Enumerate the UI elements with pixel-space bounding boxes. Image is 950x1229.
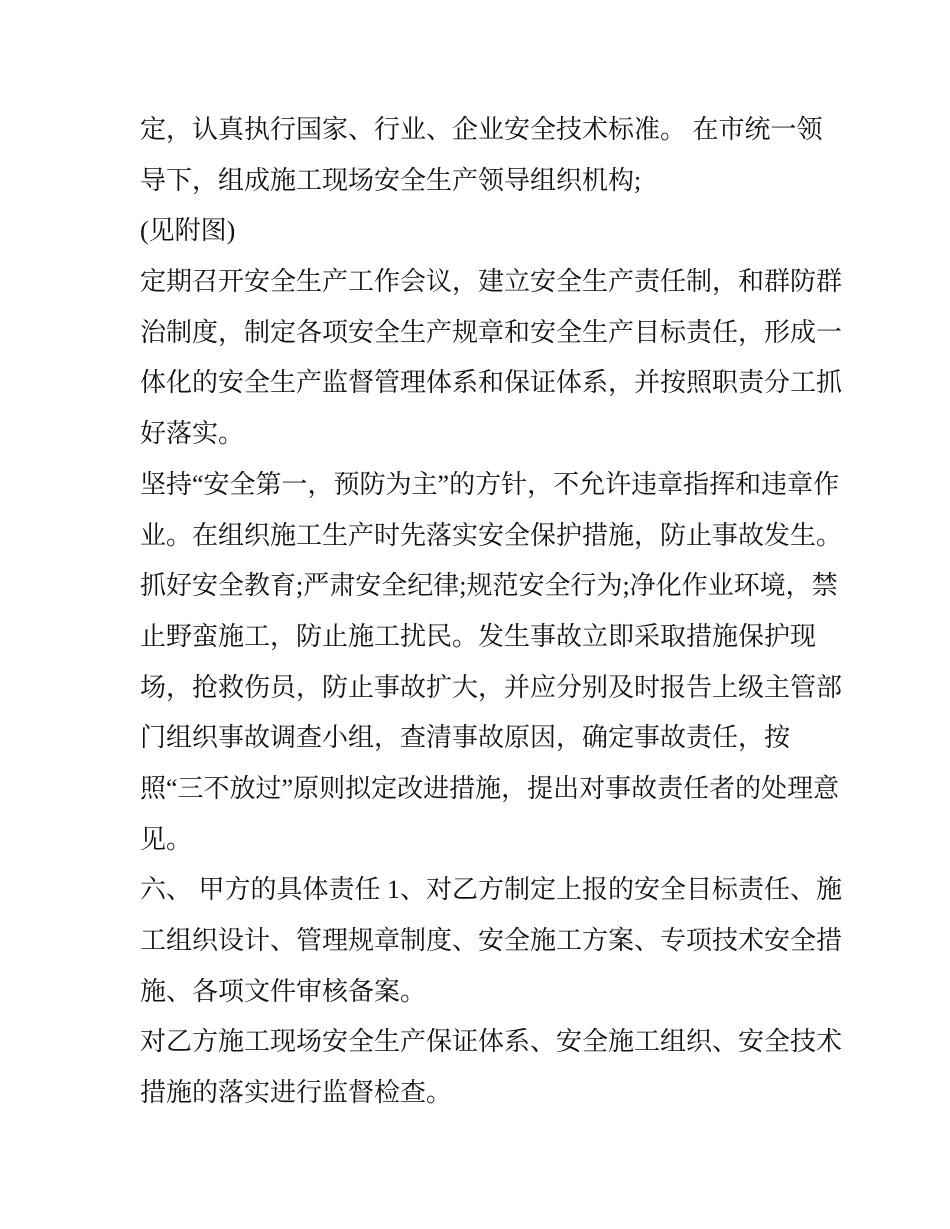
text-line: 六、 甲方的具体责任 1、对乙方制定上报的安全目标责任、施: [140, 875, 843, 905]
text-line: 措施的落实进行监督检查。: [140, 1078, 453, 1108]
text-line: 照“三不放过”原则拟定改进措施，提出对事故责任者的处理意: [140, 773, 840, 803]
text-line: 场，抢救伤员，防止事故扩大，并应分别及时报告上级主管部: [140, 672, 843, 702]
text-line: 好落实。: [140, 419, 245, 449]
text-line: 坚持“安全第一，预防为主”的方针，不允许违章指挥和违章作: [140, 469, 840, 499]
text-line: 抓好安全教育;严肃安全纪律;规范安全行为;净化作业环境，禁: [140, 571, 838, 601]
text-line: 治制度，制定各项安全生产规章和安全生产目标责任，形成一: [140, 317, 843, 347]
text-line: 定期召开安全生产工作会议，建立安全生产责任制，和群防群: [140, 267, 843, 297]
text-line: 门组织事故调查小组，查清事故原因，确定事故责任，按: [140, 723, 791, 753]
text-line: 止野蛮施工，防止施工扰民。发生事故立即采取措施保护现: [140, 621, 817, 651]
text-line: 对乙方施工现场安全生产保证体系、安全施工组织、安全技术: [140, 1027, 843, 1057]
text-line: 定，认真执行国家、行业、企业安全技术标准。 在市统一领: [140, 115, 823, 144]
text-line: 施、各项文件审核备案。: [140, 976, 427, 1006]
text-line: (见附图): [140, 216, 236, 246]
text-line: 业。在组织施工生产时先落实安全保护措施，防止事故发生。: [140, 520, 843, 550]
text-line: 体化的安全生产监督管理体系和保证体系，并按照职责分工抓: [140, 368, 843, 398]
text-line: 见。: [140, 824, 193, 854]
text-line: 导下，组成施工现场安全生产领导组织机构;: [140, 165, 642, 195]
document-body: [140, 105, 843, 1119]
text-line: 工组织设计、管理规章制度、安全施工方案、专项技术安全措: [140, 926, 843, 955]
